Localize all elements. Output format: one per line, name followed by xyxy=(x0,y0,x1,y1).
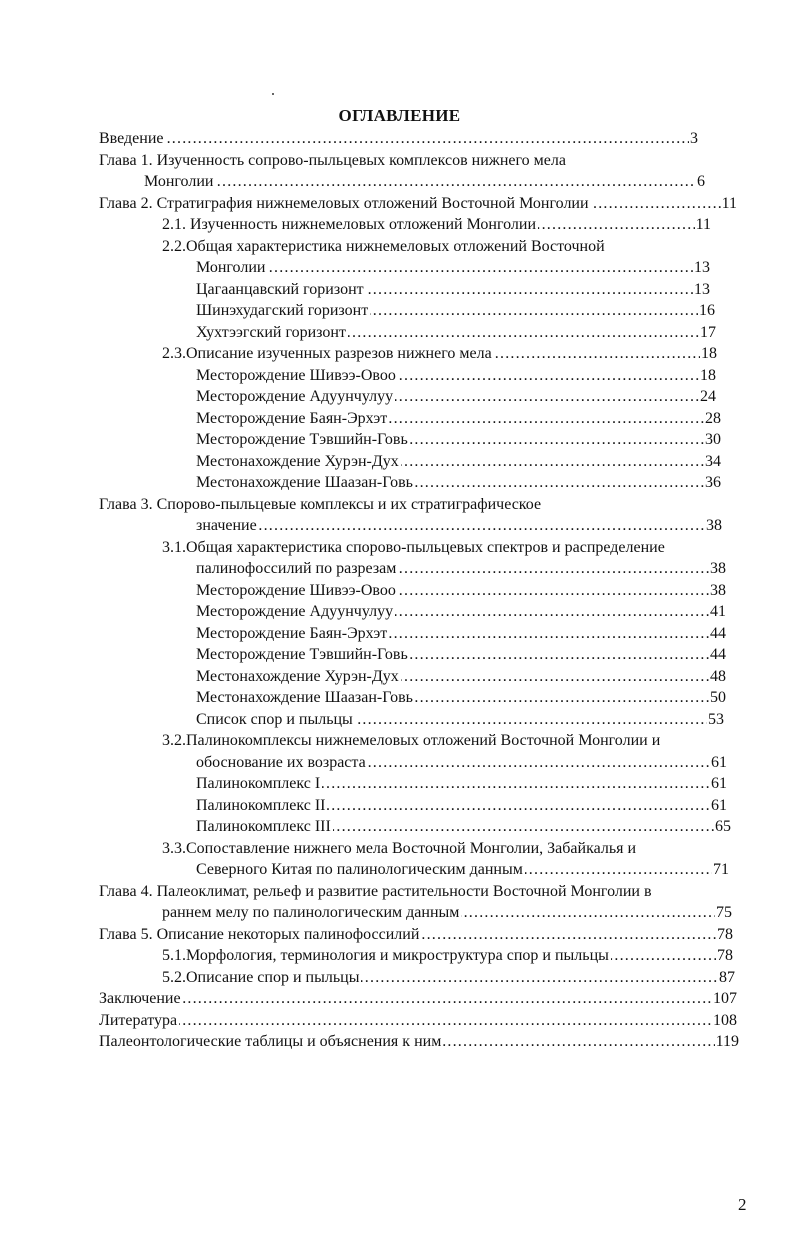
toc-entry[interactable]: ..... Местонахождение Шаазан-Говь 36 xyxy=(196,472,721,494)
toc-entry[interactable]: ..... Глава 2. Стратиграфия нижнемеловых отложений Восточной Монголии 11 xyxy=(99,193,737,215)
toc-entry[interactable]: ..... Месторождение Адуунчулуу 41 xyxy=(196,601,726,623)
toc-entry[interactable]: ..... Палинокомплекс II 61 xyxy=(196,795,727,817)
toc-entry[interactable]: ..... Местонахождение Хурэн-Дух 48 xyxy=(196,666,726,688)
toc-entry[interactable]: ..... значение 38 xyxy=(196,515,722,537)
scan-speck xyxy=(272,93,274,95)
toc-entry[interactable]: ..... Монголии 13 xyxy=(196,257,710,279)
toc-entry[interactable]: ..... 5.2.Описание спор и пыльцы 87 xyxy=(162,967,735,989)
toc-entry[interactable]: ..... Список спор и пыльцы 53 xyxy=(196,709,724,731)
toc-entry[interactable]: ..... Месторождение Баян-Эрхэт 44 xyxy=(196,623,726,645)
toc-entry[interactable]: ..... Месторождение Баян-Эрхэт 28 xyxy=(196,408,721,430)
toc-entry[interactable]: ..... Месторождение Шивээ-Овоо 18 xyxy=(196,365,716,387)
toc-entry[interactable]: ..... Местонахождение Шаазан-Говь 50 xyxy=(196,687,726,709)
toc-entry[interactable]: ..... Шинэхудагский горизонт 16 xyxy=(196,300,715,322)
toc-entry[interactable]: ..... 2.1. Изученность нижнемеловых отложений Монголии 11 xyxy=(162,214,711,236)
toc-entry[interactable]: ..... Месторождение Тэвшийн-Говь 30 xyxy=(196,429,721,451)
toc-entry[interactable]: ..... Северного Китая по палинологическим данным 71 xyxy=(196,859,729,881)
toc-entry[interactable]: ..... Заключение 107 xyxy=(99,988,737,1010)
toc-entry[interactable]: ..... Месторождение Адуунчулуу 24 xyxy=(196,386,716,408)
toc-entry[interactable]: ..... Палинокомплекс III 65 xyxy=(196,816,731,838)
toc-entry-heading[interactable]: Глава 3. Спорово-пыльцевые комплексы и их стратиграфическое xyxy=(99,495,542,513)
toc-entry-heading[interactable]: 3.2.Палинокомплексы нижнемеловых отложений Восточной Монголии и xyxy=(162,732,661,749)
toc-entry[interactable]: ..... раннем мелу по палинологическим данным 75 xyxy=(162,902,732,924)
toc-entry-heading[interactable]: Глава 4. Палеоклимат, рельеф и развитие растительности Восточной Монголии в xyxy=(99,882,652,900)
toc-entry[interactable]: ..... Глава 5. Описание некоторых палинофоссилий 78 xyxy=(99,924,733,946)
toc-entry-heading[interactable]: 2.2.Общая характеристика нижнемеловых отложений Восточной xyxy=(162,237,605,255)
toc-entry-heading[interactable]: 3.1.Общая характеристика спорово-пыльцевых спектров и распределение xyxy=(162,538,665,556)
toc-entry[interactable]: ..... Литература 108 xyxy=(99,1010,737,1032)
toc-entry[interactable]: ..... Местонахождение Хурэн-Дух 34 xyxy=(196,451,721,473)
toc-entry[interactable]: ..... 2.3.Описание изученных разрезов нижнего мела 18 xyxy=(162,343,717,365)
toc-entry[interactable]: ..... Хухтээгский горизонт 17 xyxy=(196,322,716,344)
toc-entry[interactable]: ..... Месторождение Шивээ-Овоо 38 xyxy=(196,580,726,602)
page-title: ОГЛАВЛЕНИЕ xyxy=(338,106,461,125)
toc-entry[interactable]: ..... Палеонтологические таблицы и объяснения к ним 119 xyxy=(99,1031,739,1053)
toc-entry[interactable]: ..... Палинокомплекс I 61 xyxy=(196,773,727,795)
toc-entry[interactable]: ..... Месторождение Тэвшийн-Говь 44 xyxy=(196,644,726,666)
toc-entry-heading[interactable]: Глава 1. Изученность сопрово-пыльцевых комплексов нижнего мела xyxy=(99,151,566,169)
toc-entry[interactable]: ..... Монголии 6 xyxy=(144,171,705,193)
toc-entry-heading[interactable]: 3.3.Сопоставление нижнего мела Восточной Монголии, Забайкалья и xyxy=(162,839,637,857)
toc-entry[interactable]: ..... Введение 3 xyxy=(99,128,698,150)
toc-entry[interactable]: ..... палинофоссилий по разрезам 38 xyxy=(196,558,726,580)
page-number: 2 xyxy=(738,1195,747,1214)
toc-entry[interactable]: ..... 5.1.Морфология, терминология и микроструктура спор и пыльцы 78 xyxy=(162,945,733,967)
toc-entry[interactable]: ..... Цагаанцавский горизонт 13 xyxy=(196,279,710,301)
toc-entry[interactable]: ..... обоснование их возраста 61 xyxy=(196,752,727,774)
